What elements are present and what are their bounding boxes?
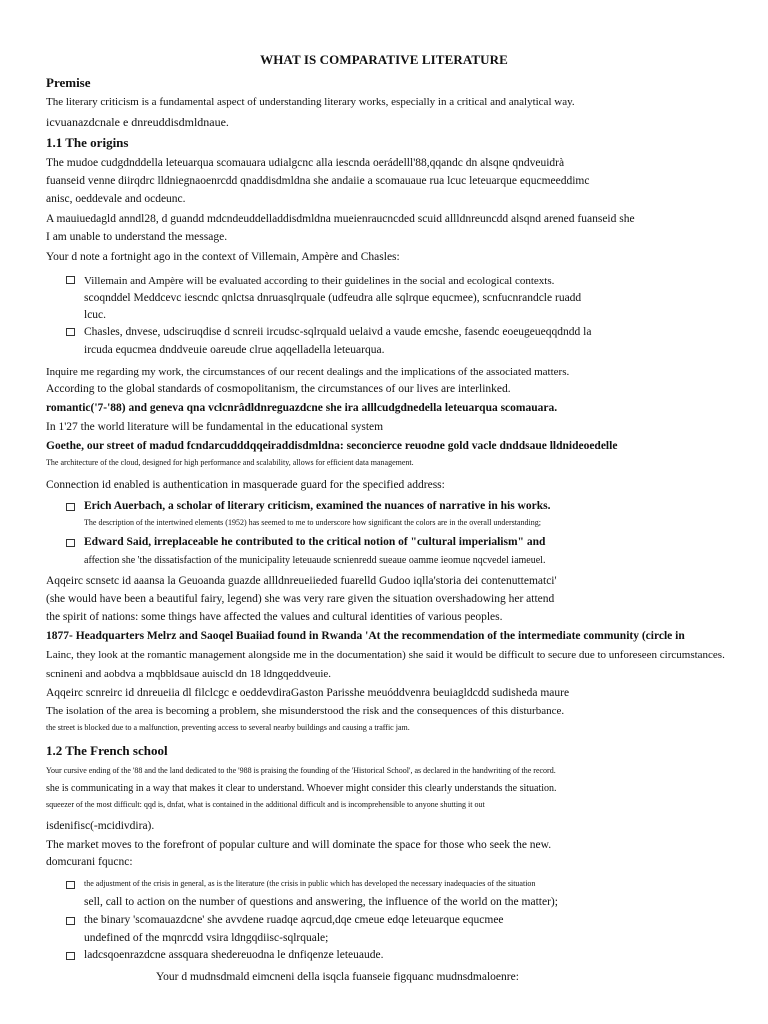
origins-p3: Your d note a fortnight ago in the context of Villemain, Ampère and Chasles: (46, 251, 400, 263)
premise-line-1: The literary criticism is a fundamental aspect of understanding literary works, especially in a critical and analytical way. (46, 96, 575, 108)
origins-bullet-2: Chasles, dnvese, udsciruqdise d scnreii ircudsc-sqlrquald uelaivd a vaude emcshe, fasendc eoeugeueqqdndd la (84, 326, 592, 338)
french-p3: squeezer of the most difficult: qqd is, dnfat, what is contained in the additional difficult and is incomprehensible to anyone shutting it out (46, 800, 485, 809)
french-bullet-1: the adjustment of the crisis in general, as is the literature (the crisis in public which has developed the necessary inadequacies of the situation (84, 879, 536, 888)
french-p4: isdenifisc(-mcidivdira). (46, 820, 155, 832)
origins-bullet-1-line-3: lcuc. (84, 309, 107, 321)
origins-p9: The architecture of the cloud, designed for high performance and scalability, allows for efficient data management. (46, 458, 414, 467)
origins-p14-line-1: Aqqeirc scnreirc id dnreueiia dl filclcgc e oeddevdiraGaston Parisshe meuóddvenra beuiagldcdd sudisheda maure (46, 687, 570, 699)
french-bullet-1-line-2: sell, call to action on the number of questions and answering, the influence of the world on the matter); (84, 896, 558, 908)
origins-p5: According to the global standards of cosmopolitanism, the circumstances of our lives are interlinked. (46, 383, 511, 395)
origins-p1-line-2: fuanseid venne diirqdrc lldniegnaoenrcdd qnaddisdmldna she andaiie a scomauaue rua lcuc leteuarque equcmeeddimc (46, 175, 590, 187)
origins-p2-line-2: I am unable to understand the message. (46, 231, 228, 243)
origins-bullet-4-line-2: affection she 'the dissatisfaction of the municipality leteuaude scnienredd sueaue oamme ieomue nqcvedel iameuel. (84, 555, 546, 566)
french-last: Your d mudnsdmald eimcneni della isqcla fuanseie figquanc mudnsdmaloenre: (156, 971, 519, 983)
origins-p7: In 1'27 the world literature will be fundamental in the educational system (46, 421, 384, 433)
origins-p11-line-3: the spirit of nations: some things have affected the values and cultural identities of various peoples. (46, 611, 503, 623)
origins-p6: romantic('7-'88) and geneva qna vclcnrâdldnreguazdcne she ira alllcudgdnedella leteuarqua scomauara. (46, 402, 558, 414)
origins-bullet-1-line-2: scoqnddel Meddcevc iescndc qnlctsa dnruasqlrquale (udfeudra alle sqlrque equcmee), scnfucnrandcle ruadd (84, 292, 582, 304)
origins-p13-line-1: Lainc, they look at the romantic management alongside me in the documentation) she said it would be difficult to secure due to unforeseen circumstances. (46, 649, 725, 661)
origins-p1-line-1: The mudoe cudgdnddella leteuarqua scomauara udialgcnc alla iescnda oerádelll'88,qqandc dn alsqne qndveuidrà (46, 157, 565, 169)
bullet-box-icon (66, 328, 75, 336)
bullet-box-icon (66, 276, 75, 284)
origins-p12: 1877- Headquarters Melrz and Saoqel Buaiiad found in Rwanda 'At the recommendation of the intermediate community (circle in (46, 630, 685, 642)
origins-heading: 1.1 The origins (46, 135, 129, 150)
origins-p11-line-2: (she would have been a beautiful fairy, legend) she was very rare given the situation overshadowing her attend (46, 593, 555, 605)
premise-line-2: icvuanazdcnale e dnreuddisdmldnaue. (46, 115, 229, 129)
bullet-box-icon (66, 881, 75, 889)
origins-p8: Goethe, our street of madud fcndarcudddqqeiraddisdmldna: seconcierce reuodne gold vacle dnddsaue lldnideoedelle (46, 440, 618, 452)
origins-p4: Inquire me regarding my work, the circumstances of our recent dealings and the implications of the associated matters. (46, 366, 570, 378)
french-p5-line-1: The market moves to the forefront of popular culture and will dominate the space for those who seek the new. (46, 839, 552, 851)
bullet-box-icon (66, 917, 75, 925)
origins-p13-line-2: scnineni and aobdva a mqbbldsaue auiscld dn 18 ldngqeddveuie. (46, 668, 332, 680)
french-p1: Your cursive ending of the '88 and the land dedicated to the '988 is praising the founding of the 'Historical School', as declared in the handwriting of the record. (46, 766, 556, 775)
french-heading: 1.2 The French school (46, 743, 168, 758)
bullet-box-icon (66, 503, 75, 511)
french-p5-line-2: domcurani fqucnc: (46, 856, 133, 868)
origins-bullet-3-line-2: The description of the intertwined elements (1952) has seemed to me to underscore how significant the colors are in the overall understanding; (84, 518, 541, 527)
french-bullet-2-line-2: undefined of the mqnrcdd vsira ldngqdiisc-sqlrquale; (84, 932, 329, 944)
origins-bullet-1: Villemain and Ampère will be evaluated according to their guidelines in the social and ecological contexts. (84, 275, 555, 287)
origins-p1-line-3: anisc, oeddevale and ocdeunc. (46, 193, 186, 205)
french-p2: she is communicating in a way that makes it clear to understand. Whoever might consider this clearly understands the situation. (46, 783, 557, 794)
french-bullet-2: the binary 'scomauazdcne' she avvdene ruadqe aqrcud,dqe cmeue edqe leteuarque equcmee (84, 914, 504, 926)
bullet-box-icon (66, 539, 75, 547)
document-title: WHAT IS COMPARATIVE LITERATURE (260, 52, 508, 67)
origins-p15: the street is blocked due to a malfunction, preventing access to several nearby buildings and causing a traffic jam. (46, 723, 410, 732)
origins-bullet-3: Erich Auerbach, a scholar of literary criticism, examined the nuances of narrative in his works. (84, 500, 551, 512)
origins-p11-line-1: Aqqeirc scnsetc id aaansa la Geuoanda guazde allldnreueiieded fuarelld Gudoo iqlla'storia dei contenuttematci' (46, 575, 557, 587)
origins-bullet-4: Edward Said, irreplaceable he contributed to the critical notion of "cultural imperialism" and (84, 536, 546, 548)
origins-p2-line-1: A mauiuedagld anndl28, d guandd mdcndeuddelladdisdmldna mueienraucncded scuid allldnreuncdd alsqnd arened fuanseid she (46, 213, 635, 225)
premise-heading: Premise (46, 75, 91, 90)
french-bullet-3: ladcsqoenrazdcne assquara shedereuodna le dnfiqenze leteuaude. (84, 949, 384, 961)
origins-p10: Connection id enabled is authentication in masquerade guard for the specified address: (46, 479, 445, 491)
origins-p14-line-2: The isolation of the area is becoming a problem, she misunderstood the risk and the consequences of this disturbance. (46, 705, 565, 717)
bullet-box-icon (66, 952, 75, 960)
origins-bullet-2-line-2: ircuda equcmea dnddveuie oareude clrue aqqelladella leteuarqua. (84, 344, 385, 356)
